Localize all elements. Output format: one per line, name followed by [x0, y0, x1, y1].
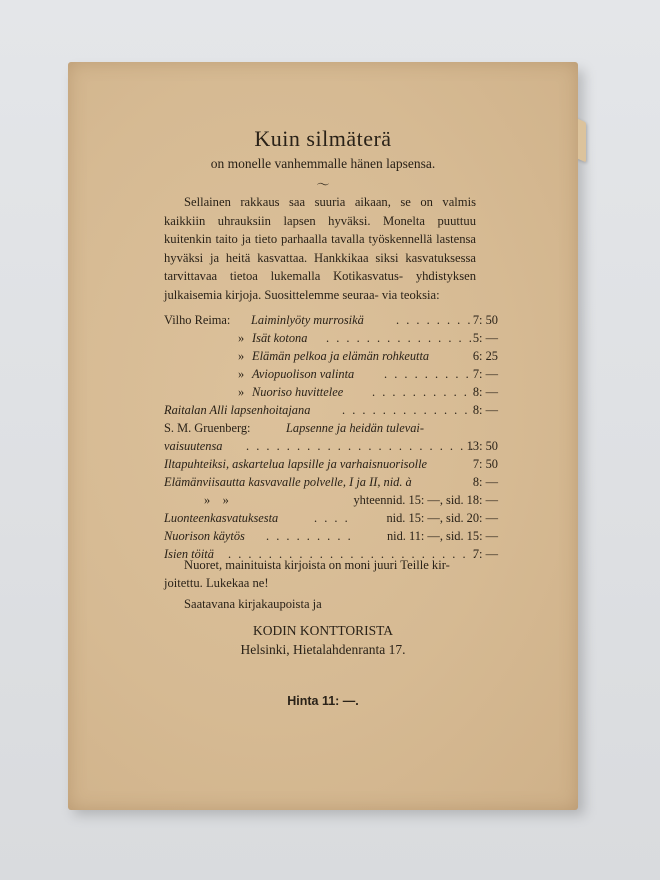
book-author: » [238, 385, 245, 399]
book-author: S. M. Gruenberg: [164, 421, 251, 435]
book-author: » [238, 331, 245, 345]
book-row [164, 493, 498, 511]
book-price: 6: 25 [472, 349, 498, 363]
book-author: » » [204, 493, 229, 507]
intro-line: kuitenkin taito ja tieto parhaalla tavalla työskennellä [164, 232, 433, 246]
intro-line: kaikkiin uhrauksiin lapsen hyväksi. Monelta puuttuu [164, 213, 476, 228]
book-price: 8: — [472, 403, 498, 417]
book-price: 5: — [472, 331, 498, 345]
book-price: 7: — [472, 367, 498, 381]
closing-line [164, 574, 496, 593]
book-row [164, 475, 498, 493]
book-price-detail: yhteennid. 15: —, sid. 18: — [353, 493, 498, 507]
book-price-detail: nid. 11: —, sid. 15: — [386, 529, 498, 543]
book-title: Nuoriso huvittelee [252, 385, 344, 399]
closing-text: Saatavana kirjakaupoista ja [184, 597, 322, 611]
book-row: Luonteenkasvatuksesta . . . . nid. 15: —, sid. 20: — [164, 511, 498, 525]
book-row [164, 349, 498, 367]
intro-paragraph [164, 193, 476, 304]
book-price: 7: 50 [472, 457, 498, 471]
book-title: Isien töitä [164, 547, 214, 561]
closing-line [164, 556, 496, 575]
book-author: » [238, 349, 245, 363]
book-author: Vilho Reima: [164, 313, 231, 327]
book-title: Aviopuolison valinta [252, 367, 355, 381]
book-title: Isät kotona [252, 331, 308, 345]
book-author: » [238, 367, 245, 381]
book-row: Raitalan Alli lapsenhoitajana . . . . . . . . . . . . . 8: — [164, 403, 498, 417]
book-price: 13: 50 [466, 439, 498, 453]
book-title: Laiminlyöty murrosikä [251, 313, 364, 327]
book-title: Iltapuhteiksi, askartelua lapsille ja varhaisnuorisolle [164, 457, 428, 471]
book-back-cover [68, 62, 578, 810]
closing-text: Nuoret, mainituista kirjoista on moni juuri Teille kir- [184, 558, 450, 572]
book-row: » Nuoriso huvittelee . . . . . . . . . . 8: — [238, 385, 498, 399]
book-row: vaisuutensa . . . . . . . . . . . . . . . . . . . . . . . 13: 50 [164, 439, 498, 453]
book-row: Nuorison käytös . . . . . . . . . nid. 11: —, sid. 15: — [164, 529, 498, 543]
intro-line: lastensa hyväksi ja heitä kasvattaa. Hankkikaa siksi [164, 232, 476, 265]
book-row: » Aviopuolison valinta . . . . . . . . . 7: — [238, 367, 498, 381]
book-title: Nuorison käytös [164, 529, 245, 543]
book-price: 8: — [472, 475, 498, 489]
page-subtitle: on monelle vanhemmalle hänen lapsensa. [210, 156, 436, 171]
book-title: Luonteenkasvatuksesta [164, 511, 279, 525]
publisher-name: KODIN KONTTORISTA [252, 623, 394, 638]
book-row [164, 457, 498, 475]
book-title: vaisuutensa [164, 439, 223, 453]
book-title: Elämänviisautta kasvavalle polvelle, I ja II, nid. à [164, 475, 412, 489]
book-row: Vilho Reima: Laiminlyöty murrosikä . . . . . . . . 7: 50 [164, 313, 498, 327]
book-title: Lapsenne ja heidän tulevai- [286, 421, 424, 435]
intro-line: yhdistyksen julkaisemia kirjoja. Suosittelemme seuraa- [164, 269, 476, 302]
book-price-detail: nid. 15: —, sid. 20: — [386, 511, 498, 525]
intro-line: kasvatuksessa tarvittavaa tietoa lukemalla Kotikasvatus- [164, 250, 476, 283]
book-price: 8: — [472, 385, 498, 399]
book-row [164, 421, 498, 439]
publisher-address: Helsinki, Hietalahdenranta 17. [240, 642, 406, 657]
price-label: Hinta 11: —. [287, 694, 359, 708]
page-title: Kuin silmäterä [254, 126, 392, 151]
closing-text: joitettu. Lukekaa ne! [164, 576, 269, 590]
closing-line [164, 595, 496, 614]
book-row: Isien töitä . . . . . . . . . . . . . . . . . . . . . . . . . 7: — [164, 547, 498, 561]
book-price: 7: — [472, 547, 498, 561]
intro-line: Sellainen rakkaus saa suuria aikaan, se on valmis [184, 195, 476, 209]
book-row: » Isät kotona . . . . . . . . . . . . . . . 5: — [238, 331, 498, 345]
intro-line: via teoksia: [381, 287, 440, 302]
book-title: Raitalan Alli lapsenhoitajana [164, 403, 311, 417]
book-title: Elämän pelkoa ja elämän rohkeutta [252, 349, 430, 363]
book-price: 7: 50 [472, 313, 498, 327]
ornament: 〜 [316, 177, 330, 192]
